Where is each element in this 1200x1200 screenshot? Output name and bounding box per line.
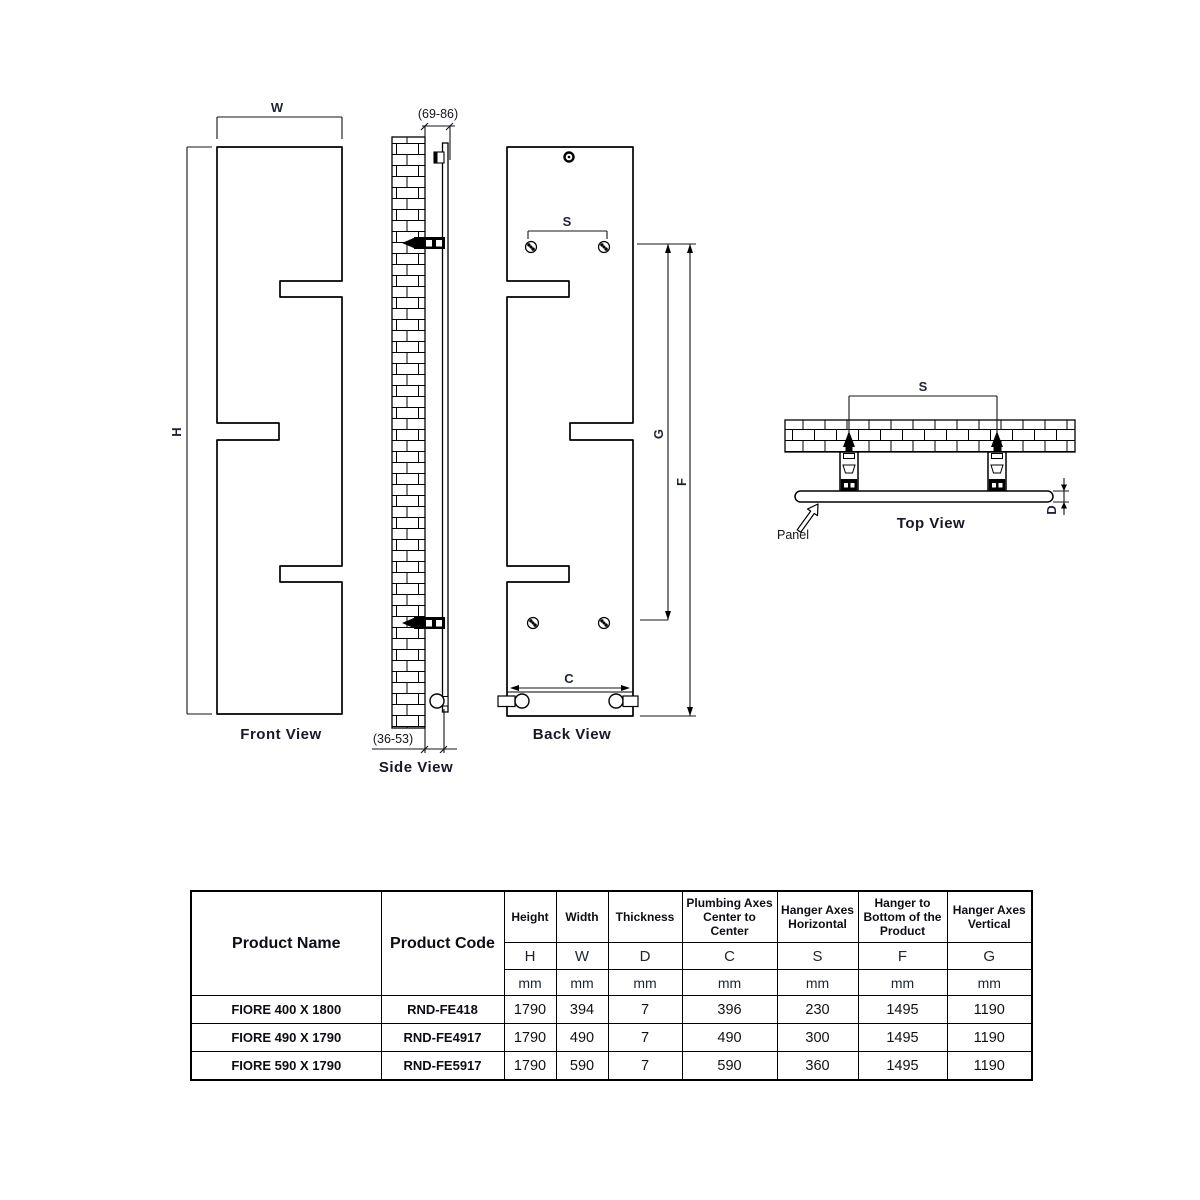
col-header-hanger-bottom: Hanger to Bottom of the Product bbox=[858, 891, 947, 943]
air-vent-icon bbox=[565, 153, 574, 162]
col-header-hanger-vertical: Hanger Axes Vertical bbox=[947, 891, 1032, 943]
table-row bbox=[191, 996, 1032, 1024]
dim-hanger-vertical-G bbox=[637, 244, 696, 620]
unit-cell: mm bbox=[858, 970, 947, 996]
front-height-label: H bbox=[169, 427, 184, 437]
value-cell: 1495 bbox=[858, 1024, 947, 1052]
dim-height bbox=[169, 147, 212, 714]
value-cell: 490 bbox=[556, 1024, 608, 1052]
panel-label: Panel bbox=[777, 528, 809, 542]
top-view-title: Top View bbox=[896, 515, 966, 532]
col-header-thickness: Thickness bbox=[608, 891, 682, 943]
hanger-screw-icon bbox=[526, 242, 537, 253]
value-cell: 1790 bbox=[504, 1052, 556, 1081]
header-row bbox=[191, 891, 1032, 943]
value-cell: 1790 bbox=[504, 1024, 556, 1052]
unit-cell: mm bbox=[682, 970, 777, 996]
value-cell: 1190 bbox=[947, 1052, 1032, 1081]
product-code-cell: RND-FE4917 bbox=[381, 1024, 504, 1052]
value-cell: 7 bbox=[608, 1052, 682, 1081]
col-header-plumbing-axes: Plumbing Axes Center to Center bbox=[682, 891, 777, 943]
dim-plumbing-centers bbox=[510, 671, 630, 691]
product-code-cell: RND-FE5917 bbox=[381, 1052, 504, 1081]
value-cell: 1495 bbox=[858, 996, 947, 1024]
air-vent-side bbox=[434, 152, 444, 163]
value-cell: 590 bbox=[682, 1052, 777, 1081]
side-view-title: Side View bbox=[378, 759, 454, 776]
side-top-dim-label: (69-86) bbox=[417, 107, 459, 121]
front-view-outline bbox=[217, 147, 342, 714]
col-header-hanger-horizontal: Hanger Axes Horizontal bbox=[777, 891, 858, 943]
value-cell: 7 bbox=[608, 1024, 682, 1052]
plumbing-connection-side bbox=[430, 694, 448, 708]
top-view bbox=[777, 379, 1075, 542]
back-f-label: F bbox=[674, 478, 689, 486]
value-cell: 1190 bbox=[947, 1024, 1032, 1052]
spec-table bbox=[190, 890, 1033, 1081]
top-s-label: S bbox=[918, 379, 928, 394]
back-s-label: S bbox=[562, 214, 572, 229]
hanger-bracket-icon bbox=[840, 452, 858, 492]
unit-cell: mm bbox=[608, 970, 682, 996]
back-g-label: G bbox=[651, 428, 666, 440]
symbol-cell: W bbox=[556, 943, 608, 970]
col-header-product-name: Product Name bbox=[191, 891, 381, 996]
symbol-cell: G bbox=[947, 943, 1032, 970]
back-view-outline bbox=[507, 147, 633, 716]
table-row bbox=[191, 1024, 1032, 1052]
value-cell: 590 bbox=[556, 1052, 608, 1081]
table-row bbox=[191, 1052, 1032, 1081]
value-cell: 490 bbox=[682, 1024, 777, 1052]
value-cell: 7 bbox=[608, 996, 682, 1024]
unit-cell: mm bbox=[556, 970, 608, 996]
back-c-label: C bbox=[564, 671, 574, 686]
back-view bbox=[498, 147, 696, 743]
unit-cell: mm bbox=[947, 970, 1032, 996]
symbol-cell: F bbox=[858, 943, 947, 970]
product-name-cell: FIORE 490 X 1790 bbox=[191, 1024, 381, 1052]
value-cell: 1190 bbox=[947, 996, 1032, 1024]
value-cell: 360 bbox=[777, 1052, 858, 1081]
col-header-product-code: Product Code bbox=[381, 891, 504, 996]
dim-width bbox=[217, 100, 342, 139]
top-d-label: D bbox=[1044, 505, 1059, 515]
col-header-width: Width bbox=[556, 891, 608, 943]
side-bottom-dim-label: (36-53) bbox=[372, 732, 414, 746]
unit-cell: mm bbox=[504, 970, 556, 996]
value-cell: 1790 bbox=[504, 996, 556, 1024]
product-code-cell: RND-FE418 bbox=[381, 996, 504, 1024]
unit-cell: mm bbox=[777, 970, 858, 996]
symbol-cell: C bbox=[682, 943, 777, 970]
col-header-height: Height bbox=[504, 891, 556, 943]
panel-callout bbox=[777, 504, 818, 542]
value-cell: 1495 bbox=[858, 1052, 947, 1081]
symbol-cell: D bbox=[608, 943, 682, 970]
symbol-cell: H bbox=[504, 943, 556, 970]
symbol-cell: S bbox=[777, 943, 858, 970]
product-name-cell: FIORE 590 X 1790 bbox=[191, 1052, 381, 1081]
radiator-panel-top bbox=[795, 491, 1053, 502]
value-cell: 396 bbox=[682, 996, 777, 1024]
front-view bbox=[169, 100, 342, 743]
wall-section-top bbox=[785, 420, 1075, 452]
wall-section bbox=[392, 137, 425, 728]
value-cell: 300 bbox=[777, 1024, 858, 1052]
product-name-cell: FIORE 400 X 1800 bbox=[191, 996, 381, 1024]
dim-hanger-horizontal bbox=[528, 214, 607, 239]
hanger-screw-icon bbox=[599, 242, 610, 253]
hanger-bracket-icon bbox=[988, 452, 1006, 492]
back-view-title: Back View bbox=[532, 726, 612, 743]
side-view bbox=[372, 107, 458, 776]
plumbing-connections-back bbox=[498, 694, 638, 708]
hanger-screw-icon bbox=[528, 618, 539, 629]
value-cell: 230 bbox=[777, 996, 858, 1024]
front-view-title: Front View bbox=[240, 726, 322, 743]
hanger-screw-icon bbox=[599, 618, 610, 629]
front-width-label: W bbox=[270, 100, 284, 115]
value-cell: 394 bbox=[556, 996, 608, 1024]
